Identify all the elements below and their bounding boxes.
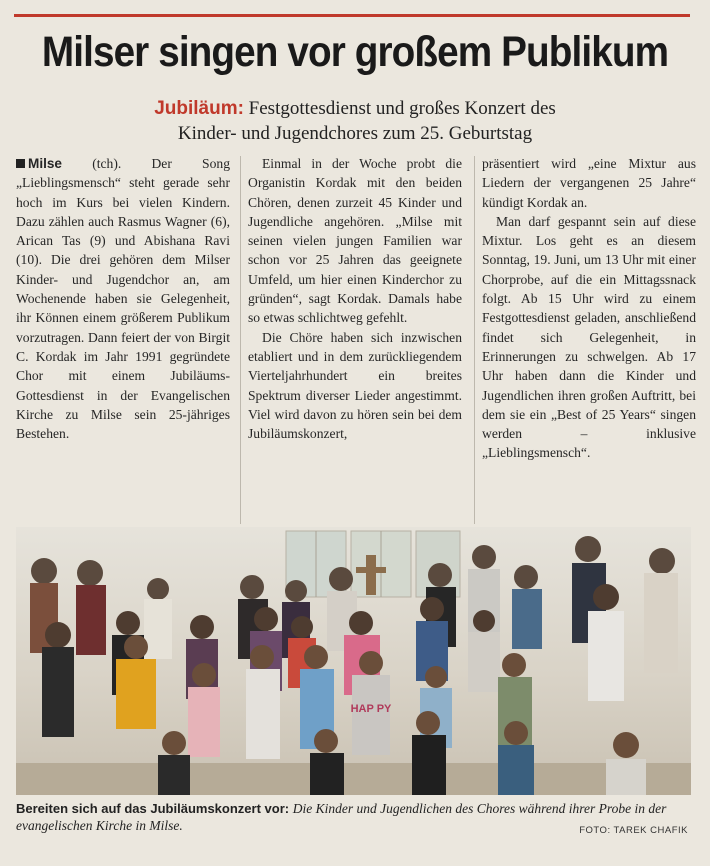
dateline: Milse: [28, 156, 62, 171]
column-divider: [474, 156, 475, 524]
article-column-3: [482, 154, 696, 463]
article-column-1: [16, 154, 230, 443]
column-1-paragraph: [16, 154, 230, 443]
column-3-paragraph-2: Man darf gespannt sein auf diese Mixtur. Los geht es an diesem Sonntag, 19. Juni, um 13 Uhr mit einer Chorprobe, auf die ein Mittagssnack folgt. Ab 15 Uhr wird zu einem Festgottesdienst geladen, anschließend findet sich Gelegenheit, in Erinnerungen zu schwelgen. Ab 17 Uhr haben dann die Kinder und Jugendlichen ihren großen Auftritt, bei dem sie ein „Best of 25 Years“ singen werden – inklusive „Lieblingsmensch“.: [482, 213, 696, 461]
top-accent-rule: [14, 14, 690, 17]
choir-photo: [16, 527, 691, 795]
choir-illustration: [16, 527, 691, 795]
subhead-line-2: Kinder- und Jugendchores zum 25. Geburtstag: [177, 123, 533, 144]
column-2-paragraph-2: Die Chöre haben sich inzwischen etabliert und in dem zurückliegendem Vierteljahrhundert ein breites Spektrum diverser Lieder angestimmt. Viel wird davon zu hören sein bei dem Jubiläumskonzert,: [248, 329, 462, 442]
shirt-text: HAP PY: [350, 703, 392, 715]
column-2-paragraph-1: Einmal in der Woche probt die Organistin Kordak mit den beiden Chören, denen zurzeit 45 Kinder und Jugendliche angehören. „Milse mit seinen vielen jungen Familien war schon vor 25 Jahren das geeignete Umfeld, um hier einen Kinderchor zu gründen“, sagt Kordak. Damals habe so etwas schlichtweg gefehlt.: [248, 156, 462, 326]
subhead-line-1: Festgottesdienst und großes Konzert des: [248, 98, 556, 119]
subheadline: [0, 96, 710, 146]
article-column-2: [248, 154, 462, 443]
caption-lead: Bereiten sich auf das Jubiläumskonzert vor:: [16, 801, 290, 816]
column-3-paragraph-1: präsentiert wird „eine Mixtur aus Liedern der vergangenen 25 Jahre“ kündigt Kordak an.: [482, 156, 696, 210]
photo-credit: FOTO: TAREK CHAFIK: [579, 825, 688, 836]
headline: Milser singen vor großem Publikum: [41, 28, 669, 76]
column-divider: [240, 156, 241, 524]
column-1-text: (tch). Der Song „Lieblingsmensch“ steht gerade sehr hoch im Kurs bei vielen Kindern. Dazu zählen auch Rasmus Wagner (6), Arican Tas (9) und Abishana Ravi (10). Die drei gehören dem Milser Kinder- und Jugendchor an, am Wochenende haben sie Gelegenheit, ihr Können einem größerem Publikum vorzutragen. Dann feiert der von Birgit C. Kordak im Jahr 1991 gegründete Chor mit einem Jubiläums-Gottesdienst in der Evangelischen Kirche zu Milse sein 25-jähriges Bestehen.: [16, 156, 230, 442]
kicker: Jubiläum:: [154, 98, 244, 119]
dateline-bullet-icon: [16, 159, 25, 168]
caption-text: Die Kinder und Jugendlichen des Chores während ihrer Probe in der evangelischen Kirche in Milse.: [16, 801, 667, 833]
